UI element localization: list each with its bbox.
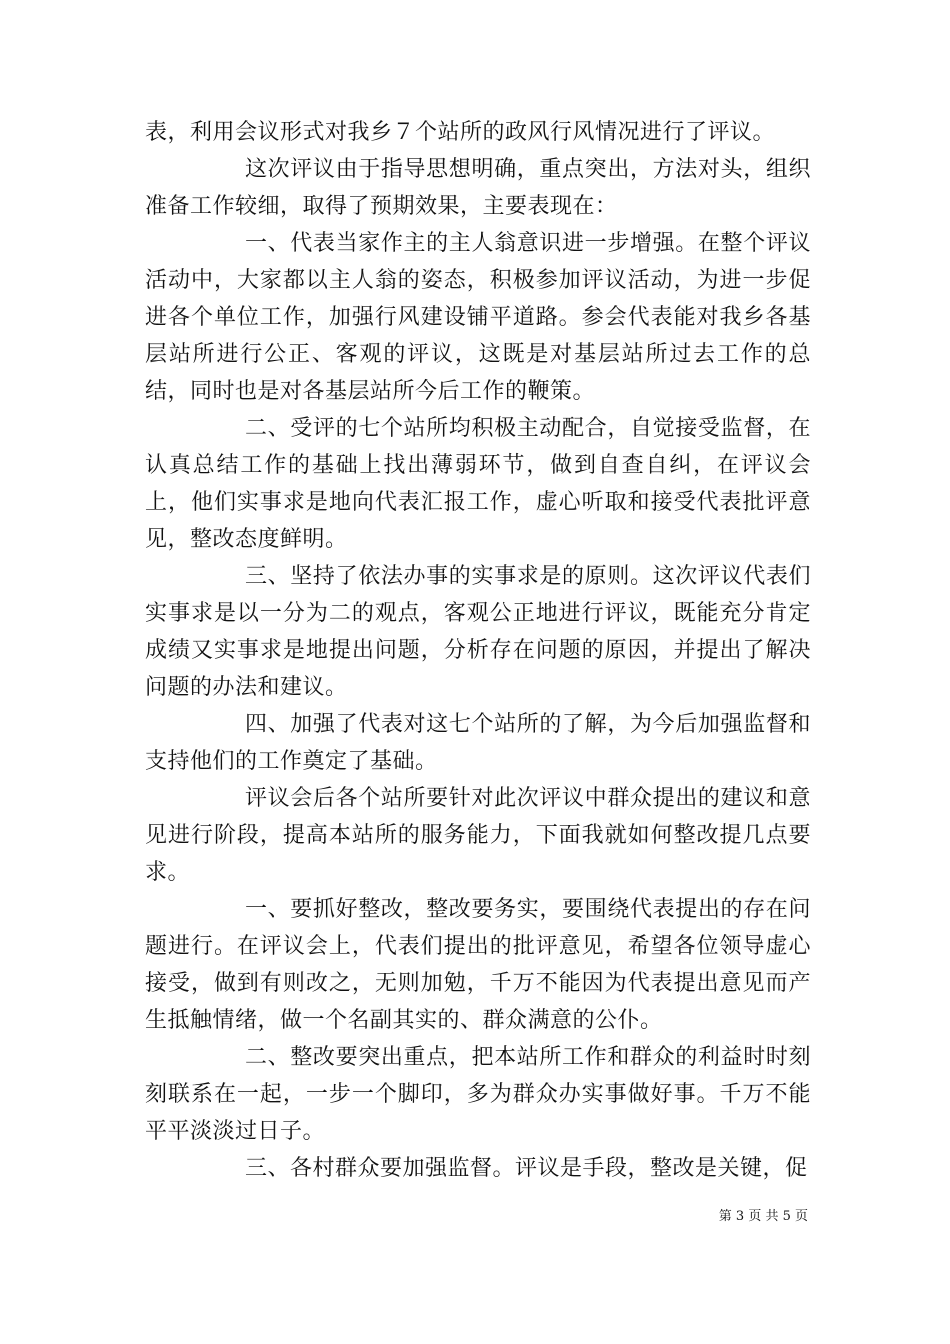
paragraph-10: 三、各村群众要加强监督。评议是手段，整改是关键，促 [245, 1156, 808, 1181]
page-number-footer: 第 3 页 共 5 页 [718, 1209, 808, 1224]
paragraph-5: 三、坚持了依法办事的实事求是的原则。这次评议代表们实事求是以一分为二的观点，客观公正地进行评议，既能充分肯定成绩又实事求是地提出问题，分析存在问题的原因，并提出了解决问题的办法和建议。 [145, 564, 811, 700]
paragraph-6: 四、加强了代表对这七个站所的了解，为今后加强监督和支持他们的工作奠定了基础。 [145, 712, 811, 774]
paragraph-9: 二、整改要突出重点，把本站所工作和群众的利益时时刻刻联系在一起，一步一个脚印，多为群众办实事做好事。千万不能平平淡淡过日子。 [145, 1045, 811, 1144]
paragraph-7: 评议会后各个站所要针对此次评议中群众提出的建议和意见进行阶段，提高本站所的服务能力，下面我就如何整改提几点要求。 [145, 786, 811, 885]
paragraph-3: 一、代表当家作主的主人翁意识进一步增强。在整个评议活动中，大家都以主人翁的姿态，积极参加评议活动，为进一步促进各个单位工作，加强行风建设铺平道路。参会代表能对我乡各基层站所进行公正、客观的评议，这既是对基层站所过去工作的总结，同时也是对各基层站所今后工作的鞭策。 [145, 231, 811, 404]
paragraph-1: 表，利用会议形式对我乡７个站所的政风行风情况进行了评议。 [145, 120, 776, 145]
paragraph-8: 一、要抓好整改，整改要务实，要围绕代表提出的存在问题进行。在评议会上，代表们提出的批评意见，希望各位领导虚心接受，做到有则改之，无则加勉，千万不能因为代表提出意见而产生抵触情绪，做一个名副其实的、群众满意的公仆。 [145, 897, 811, 1033]
paragraph-2: 这次评议由于指导思想明确，重点突出，方法对头，组织准备工作较细，取得了预期效果，主要表现在： [145, 157, 811, 219]
paragraph-4: 二、受评的七个站所均积极主动配合，自觉接受监督，在认真总结工作的基础上找出薄弱环节，做到自查自纠，在评议会上，他们实事求是地向代表汇报工作，虚心听取和接受代表批评意见，整改态度鲜明。 [145, 416, 811, 552]
body-text [145, 114, 811, 1187]
